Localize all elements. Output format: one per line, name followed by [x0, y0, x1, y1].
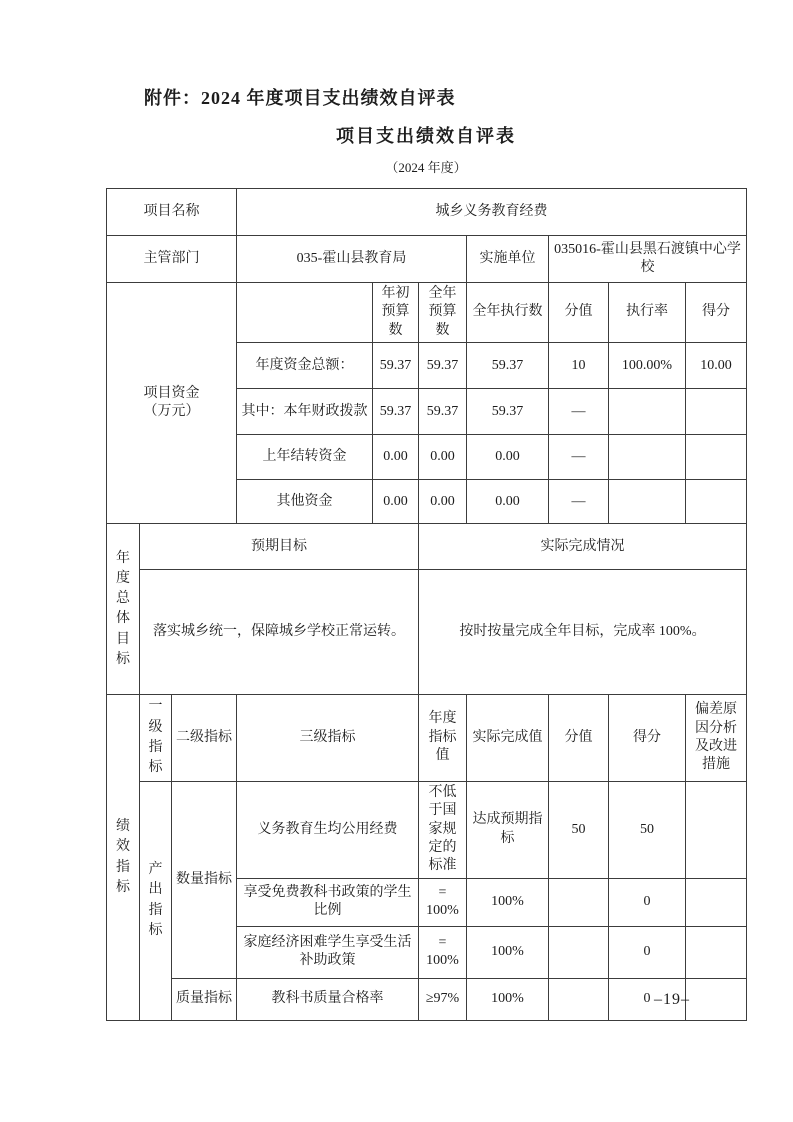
- indicator-header-target: 年度指标值: [419, 695, 467, 781]
- funding-cell: 59.37: [373, 343, 419, 389]
- funding-header-initial: 年初预算数: [373, 283, 419, 343]
- expected-goal-text: 落实城乡统一，保障城乡学校正常运转。: [140, 570, 419, 695]
- indicator-weight: [549, 978, 609, 1020]
- funding-cell: [609, 435, 686, 480]
- project-name-value: 城乡义务教育经费: [237, 189, 747, 236]
- indicator-score: 0: [609, 926, 686, 978]
- attachment-title: 附件：2024 年度项目支出绩效自评表: [144, 88, 456, 108]
- funding-cell: 0.00: [467, 435, 549, 480]
- indicator-deviation: [686, 878, 747, 926]
- funding-cell: 59.37: [467, 343, 549, 389]
- funding-cell: 0.00: [419, 435, 467, 480]
- funding-section-label: [107, 283, 237, 524]
- indicator-target: = 100%: [419, 926, 467, 978]
- funding-cell: 0.00: [467, 480, 549, 524]
- page-title: 项目支出绩效自评表: [336, 126, 516, 146]
- impl-unit-label: 实施单位: [467, 236, 549, 283]
- table-row: [107, 236, 747, 283]
- level2-indicator-quality: 质量指标: [172, 978, 237, 1020]
- indicator-actual: 100%: [467, 926, 549, 978]
- indicator-section-label: 绩效指标: [107, 695, 140, 1021]
- indicator-actual: 100%: [467, 978, 549, 1020]
- table-row: [107, 283, 747, 343]
- indicator-weight: [549, 878, 609, 926]
- actual-completion-text: 按时按量完成全年目标，完成率 100%。: [419, 570, 747, 695]
- funding-cell: —: [549, 435, 609, 480]
- page-number: –19–: [654, 991, 690, 1008]
- funding-cell: 59.37: [419, 343, 467, 389]
- funding-cell: [609, 389, 686, 435]
- table-row: [107, 524, 747, 570]
- funding-header-rate: 执行率: [609, 283, 686, 343]
- funding-cell: [686, 389, 747, 435]
- indicator-actual: 达成预期指标: [467, 781, 549, 878]
- funding-cell: [686, 435, 747, 480]
- funding-header-annual: 全年预算数: [419, 283, 467, 343]
- funding-cell: 0.00: [373, 480, 419, 524]
- table-row: [107, 695, 747, 781]
- indicator-header-level1: 一级指标: [140, 695, 172, 781]
- indicator-name: 教科书质量合格率: [237, 978, 419, 1020]
- indicator-score: 0: [609, 878, 686, 926]
- funding-header-score: 得分: [686, 283, 747, 343]
- funding-cell: 10.00: [686, 343, 747, 389]
- funding-row-label: 年度资金总额：: [237, 343, 373, 389]
- self-evaluation-table: [106, 188, 747, 1021]
- indicator-target: 不低于国家规定的标准: [419, 781, 467, 878]
- funding-row-label: 其他资金: [237, 480, 373, 524]
- page-subtitle: （2024 年度）: [385, 160, 467, 175]
- indicator-header-actual: 实际完成值: [467, 695, 549, 781]
- indicator-deviation: [686, 926, 747, 978]
- indicator-header-level3: 三级指标: [237, 695, 419, 781]
- document-header: [106, 84, 746, 176]
- funding-cell: 59.37: [419, 389, 467, 435]
- indicator-target: = 100%: [419, 878, 467, 926]
- table-row: [107, 570, 747, 695]
- funding-cell: —: [549, 480, 609, 524]
- indicator-score: 50: [609, 781, 686, 878]
- indicator-weight: 50: [549, 781, 609, 878]
- funding-cell: 10: [549, 343, 609, 389]
- indicator-header-level2: 二级指标: [172, 695, 237, 781]
- indicator-actual: 100%: [467, 878, 549, 926]
- table-row: [107, 781, 747, 878]
- funding-cell: 100.00%: [609, 343, 686, 389]
- funding-section-label-line1: 项目资金: [143, 385, 200, 401]
- annual-goal-section-label: 年度总体目标: [107, 524, 140, 695]
- funding-blank-header: [237, 283, 373, 343]
- department-label: 主管部门: [107, 236, 237, 283]
- indicator-header-weight: 分值: [549, 695, 609, 781]
- actual-completion-header: 实际完成情况: [419, 524, 747, 570]
- project-name-label: 项目名称: [107, 189, 237, 236]
- indicator-name: 享受免费教科书政策的学生比例: [237, 878, 419, 926]
- funding-header-executed: 全年执行数: [467, 283, 549, 343]
- funding-cell: [686, 480, 747, 524]
- funding-section-label-line2: （万元）: [143, 404, 200, 420]
- indicator-weight: [549, 926, 609, 978]
- indicator-name: 义务教育生均公用经费: [237, 781, 419, 878]
- level1-indicator-output: 产出指标: [140, 781, 172, 1020]
- indicator-header-deviation: 偏差原因分析及改进措施: [686, 695, 747, 781]
- impl-unit-value: 035016-霍山县黑石渡镇中心学校: [549, 236, 747, 283]
- table-row: [107, 189, 747, 236]
- funding-cell: 0.00: [419, 480, 467, 524]
- indicator-header-score: 得分: [609, 695, 686, 781]
- funding-row-label: 上年结转资金: [237, 435, 373, 480]
- funding-cell: —: [549, 389, 609, 435]
- funding-cell: [609, 480, 686, 524]
- indicator-deviation: [686, 781, 747, 878]
- funding-cell: 0.00: [373, 435, 419, 480]
- funding-header-weight: 分值: [549, 283, 609, 343]
- funding-row-label: 其中：本年财政拨款: [237, 389, 373, 435]
- indicator-name: 家庭经济困难学生享受生活补助政策: [237, 926, 419, 978]
- expected-goal-header: 预期目标: [140, 524, 419, 570]
- indicator-score: 0: [609, 978, 686, 1020]
- level2-indicator-quantity: 数量指标: [172, 781, 237, 978]
- funding-cell: 59.37: [373, 389, 419, 435]
- funding-cell: 59.37: [467, 389, 549, 435]
- department-value: 035-霍山县教育局: [237, 236, 467, 283]
- indicator-target: ≥97%: [419, 978, 467, 1020]
